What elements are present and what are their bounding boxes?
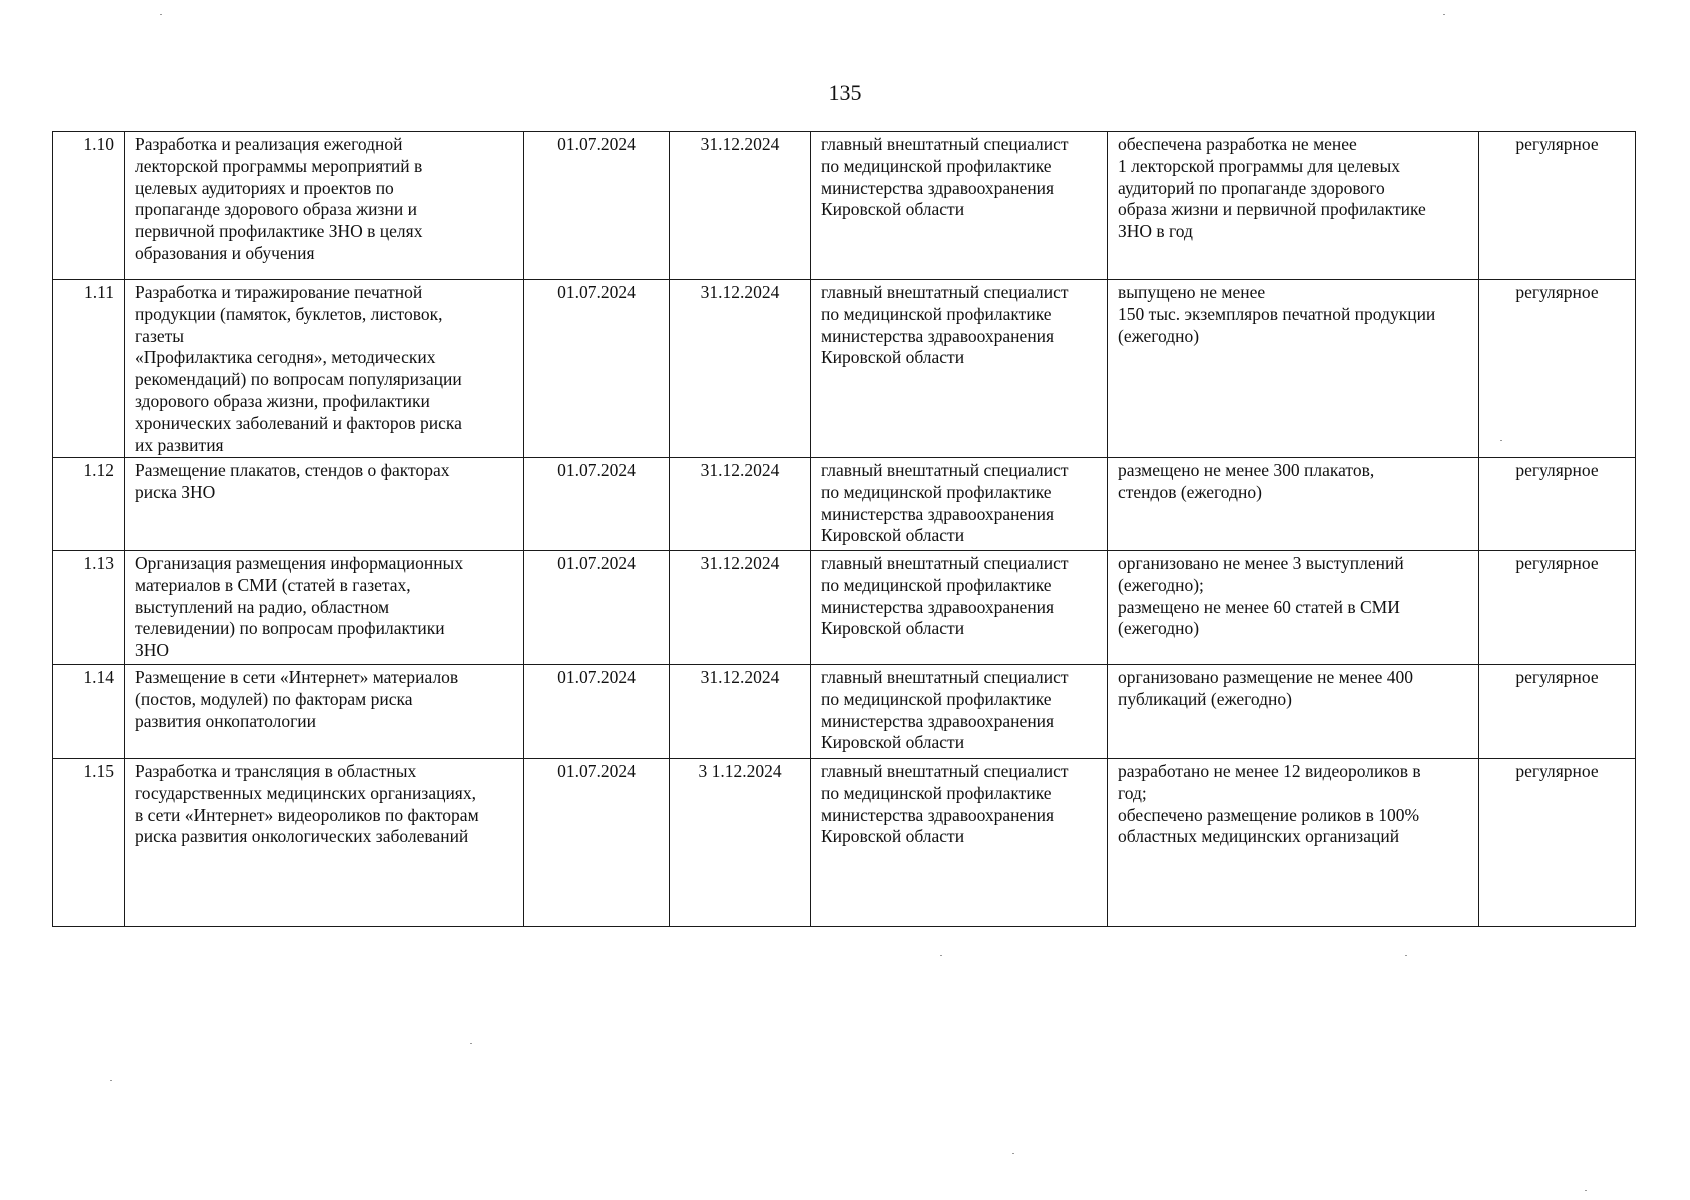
activity-type: регулярное: [1515, 553, 1599, 573]
table-row: [53, 759, 1636, 927]
responsible-text-line: министерства здравоохранения: [821, 177, 1055, 198]
responsible-text-line: Кировской области: [821, 826, 965, 847]
type-cell: [1479, 759, 1636, 927]
result-text-line: (ежегодно);: [1118, 574, 1204, 595]
table-row: [53, 280, 1636, 458]
row-number: 1.15: [83, 761, 114, 781]
responsible-text-line: главный внештатный специалист: [821, 761, 1069, 781]
responsible-cell: [811, 665, 1108, 759]
activity-type: регулярное: [1515, 667, 1599, 687]
activity-text-line: риска развития онкологических заболеваний: [135, 826, 469, 847]
scan-speck: [160, 14, 162, 15]
result-text-line: аудиторий по пропаганде здорового: [1118, 177, 1385, 198]
activity-type: регулярное: [1515, 460, 1599, 480]
activity-text-line: Разработка и реализация ежегодной: [135, 134, 403, 154]
table-row: [53, 665, 1636, 759]
result-text-line: стендов (ежегодно): [1118, 481, 1262, 502]
activity-text-line: государственных медицинских организациях,: [135, 782, 476, 803]
responsible-text-line: по медицинской профилактике: [821, 481, 1052, 502]
result-text-line: (ежегодно): [1118, 325, 1200, 346]
responsible-cell: [811, 759, 1108, 927]
activity-text-line: Разработка и тиражирование печатной: [135, 282, 423, 302]
start-date: 01.07.2024: [557, 667, 636, 687]
result-text-line: выпущено не менее: [1118, 282, 1266, 302]
table-row: [53, 551, 1636, 665]
activity-cell: [125, 458, 524, 551]
row-number-cell: [53, 665, 125, 759]
responsible-text-line: главный внештатный специалист: [821, 667, 1069, 687]
activity-text-line: здорового образа жизни, профилактики: [135, 390, 430, 411]
activity-text-line: их развития: [135, 434, 224, 455]
end-date-cell: [670, 132, 811, 280]
scan-speck: [1500, 440, 1502, 441]
activity-text-line: целевых аудиториях и проектов по: [135, 177, 394, 198]
responsible-cell: [811, 280, 1108, 458]
responsible-cell: [811, 458, 1108, 551]
start-date: 01.07.2024: [557, 553, 636, 573]
result-text-line: 1 лекторской программы для целевых: [1118, 155, 1400, 176]
activity-type: регулярное: [1515, 282, 1599, 302]
end-date: 31.12.2024: [700, 460, 780, 480]
start-date-cell: [524, 551, 670, 665]
start-date: 01.07.2024: [557, 460, 636, 480]
responsible-text-line: главный внештатный специалист: [821, 282, 1069, 302]
result-text-line: областных медицинских организаций: [1118, 826, 1400, 847]
start-date-cell: [524, 280, 670, 458]
activity-text-line: рекомендаций) по вопросам популяризации: [135, 369, 462, 390]
activity-text-line: «Профилактика сегодня», методических: [135, 347, 436, 368]
activity-text-line: развития онкопатологии: [135, 710, 316, 731]
activity-text-line: (постов, модулей) по факторам риска: [135, 688, 413, 709]
start-date: 01.07.2024: [557, 761, 636, 781]
type-cell: [1479, 665, 1636, 759]
responsible-cell: [811, 551, 1108, 665]
result-text-line: размещено не менее 300 плакатов,: [1118, 460, 1375, 480]
responsible-text-line: главный внештатный специалист: [821, 553, 1069, 573]
activity-cell: [125, 132, 524, 280]
activity-text-line: Размещение в сети «Интернет» материалов: [135, 667, 459, 687]
responsible-text-line: главный внештатный специалист: [821, 134, 1069, 154]
responsible-text-line: главный внештатный специалист: [821, 460, 1069, 480]
result-text-line: обеспечена разработка не менее: [1118, 134, 1357, 154]
responsible-text-line: Кировской области: [821, 525, 965, 546]
activity-text-line: образования и обучения: [135, 242, 315, 263]
end-date-cell: [670, 759, 811, 927]
end-date: 31.12.2024: [700, 134, 780, 154]
responsible-text-line: Кировской области: [821, 618, 965, 639]
scan-speck: [940, 955, 942, 956]
responsible-cell: [811, 132, 1108, 280]
row-number-cell: [53, 132, 125, 280]
activity-text-line: риска ЗНО: [135, 481, 216, 502]
activity-cell: [125, 665, 524, 759]
activity-text-line: Размещение плакатов, стендов о факторах: [135, 460, 450, 480]
activities-table: [52, 131, 1636, 927]
result-text-line: размещено не менее 60 статей в СМИ: [1118, 596, 1400, 617]
result-cell: [1108, 759, 1479, 927]
activity-text-line: лекторской программы мероприятий в: [135, 155, 423, 176]
activity-cell: [125, 280, 524, 458]
activity-text-line: Организация размещения информационных: [135, 553, 464, 573]
responsible-text-line: министерства здравоохранения: [821, 325, 1055, 346]
responsible-text-line: министерства здравоохранения: [821, 503, 1055, 524]
scan-speck: [1405, 955, 1407, 956]
responsible-text-line: министерства здравоохранения: [821, 710, 1055, 731]
row-number: 1.12: [83, 460, 114, 480]
result-text-line: ЗНО в год: [1118, 221, 1193, 242]
row-number: 1.14: [83, 667, 114, 687]
scan-speck: [1443, 14, 1445, 15]
result-text-line: обеспечено размещение роликов в 100%: [1118, 804, 1420, 825]
row-number-cell: [53, 551, 125, 665]
activity-text-line: ЗНО: [135, 640, 170, 661]
responsible-text-line: по медицинской профилактике: [821, 303, 1052, 324]
result-text-line: публикаций (ежегодно): [1118, 688, 1292, 709]
row-number-cell: [53, 458, 125, 551]
activity-text-line: первичной профилактике ЗНО в целях: [135, 221, 423, 242]
activity-text-line: пропаганде здорового образа жизни и: [135, 199, 417, 220]
end-date: 3 1.12.2024: [698, 761, 782, 781]
responsible-text-line: по медицинской профилактике: [821, 782, 1052, 803]
start-date-cell: [524, 665, 670, 759]
type-cell: [1479, 551, 1636, 665]
responsible-text-line: по медицинской профилактике: [821, 688, 1052, 709]
scan-speck: [110, 1080, 112, 1081]
end-date-cell: [670, 458, 811, 551]
responsible-text-line: Кировской области: [821, 732, 965, 753]
responsible-text-line: министерства здравоохранения: [821, 804, 1055, 825]
responsible-text-line: Кировской области: [821, 347, 965, 368]
responsible-text-line: по медицинской профилактике: [821, 155, 1052, 176]
table-body: [53, 132, 1636, 927]
result-text-line: организовано размещение не менее 400: [1118, 667, 1414, 687]
activity-text-line: газеты: [135, 325, 185, 346]
activity-text-line: выступлений на радио, областном: [135, 596, 390, 617]
activity-text-line: продукции (памяток, буклетов, листовок,: [135, 303, 443, 324]
end-date-cell: [670, 551, 811, 665]
result-text-line: 150 тыс. экземпляров печатной продукции: [1118, 303, 1436, 324]
responsible-text-line: министерства здравоохранения: [821, 596, 1055, 617]
activity-text-line: материалов в СМИ (статей в газетах,: [135, 574, 411, 595]
result-text-line: образа жизни и первичной профилактике: [1118, 199, 1426, 220]
row-number: 1.11: [84, 282, 114, 302]
end-date: 31.12.2024: [700, 282, 780, 302]
result-text-line: организовано не менее 3 выступлений: [1118, 553, 1404, 573]
type-cell: [1479, 280, 1636, 458]
end-date: 31.12.2024: [700, 553, 780, 573]
page-number: 135: [828, 80, 862, 105]
table-row: [53, 458, 1636, 551]
start-date-cell: [524, 132, 670, 280]
row-number: 1.13: [83, 553, 114, 573]
result-text-line: год;: [1118, 782, 1147, 803]
activity-type: регулярное: [1515, 761, 1599, 781]
activity-cell: [125, 551, 524, 665]
end-date-cell: [670, 665, 811, 759]
start-date: 01.07.2024: [557, 282, 636, 302]
responsible-text-line: Кировской области: [821, 199, 965, 220]
table-row: [53, 132, 1636, 280]
type-cell: [1479, 458, 1636, 551]
result-text-line: (ежегодно): [1118, 618, 1200, 639]
activity-text-line: в сети «Интернет» видеороликов по факторам: [135, 804, 479, 825]
end-date: 31.12.2024: [700, 667, 780, 687]
result-cell: [1108, 458, 1479, 551]
end-date-cell: [670, 280, 811, 458]
activity-text-line: телевидении) по вопросам профилактики: [135, 618, 445, 639]
start-date-cell: [524, 759, 670, 927]
result-text-line: разработано не менее 12 видеороликов в: [1118, 761, 1421, 781]
row-number-cell: [53, 759, 125, 927]
row-number: 1.10: [83, 134, 114, 154]
scan-speck: [470, 1043, 472, 1044]
activity-cell: [125, 759, 524, 927]
result-cell: [1108, 551, 1479, 665]
result-cell: [1108, 132, 1479, 280]
start-date-cell: [524, 458, 670, 551]
type-cell: [1479, 132, 1636, 280]
responsible-text-line: по медицинской профилактике: [821, 574, 1052, 595]
result-cell: [1108, 665, 1479, 759]
activity-text-line: Разработка и трансляция в областных: [135, 761, 417, 781]
activity-type: регулярное: [1515, 134, 1599, 154]
scan-speck: [1012, 1153, 1014, 1154]
start-date: 01.07.2024: [557, 134, 636, 154]
result-cell: [1108, 280, 1479, 458]
activity-text-line: хронических заболеваний и факторов риска: [135, 412, 462, 433]
row-number-cell: [53, 280, 125, 458]
scan-speck: [1585, 1190, 1587, 1191]
